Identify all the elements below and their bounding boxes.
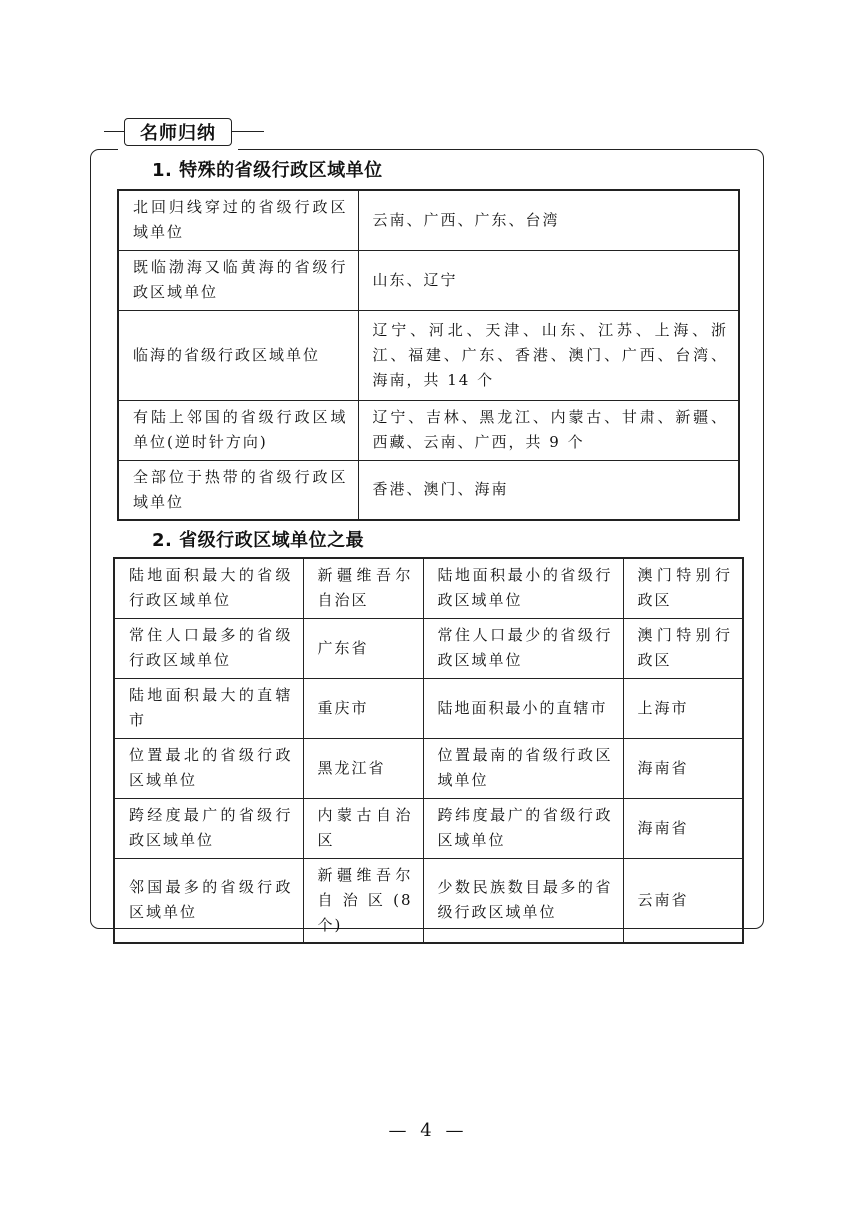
superlative-value-cell: 云南省 <box>623 858 743 943</box>
superlative-label-cell: 邻国最多的省级行政区域单位 <box>114 858 303 943</box>
superlative-label-cell: 跨纬度最广的省级行政区域单位 <box>423 798 623 858</box>
superlative-label-cell: 少数民族数目最多的省级行政区域单位 <box>423 858 623 943</box>
superlative-value-cell: 新疆维吾尔自治区(8个) <box>303 858 423 943</box>
label-line-right <box>232 131 264 132</box>
table-row <box>114 678 743 738</box>
superlative-value-cell: 重庆市 <box>303 678 423 738</box>
value-cell: 云南、广西、广东、台湾 <box>358 190 739 250</box>
table-row <box>114 798 743 858</box>
table-row <box>114 618 743 678</box>
superlative-label-cell: 跨经度最广的省级行政区域单位 <box>114 798 303 858</box>
table-row <box>118 310 739 400</box>
category-cell: 有陆上邻国的省级行政区域单位(逆时针方向) <box>118 400 358 460</box>
page-number: — 4 — <box>388 1120 468 1141</box>
superlative-label-cell: 陆地面积最小的省级行政区域单位 <box>423 558 623 618</box>
superlative-value-cell: 广东省 <box>303 618 423 678</box>
superlative-label-cell: 位置最南的省级行政区域单位 <box>423 738 623 798</box>
table-row <box>114 738 743 798</box>
superlative-label-cell: 陆地面积最小的直辖市 <box>423 678 623 738</box>
category-cell: 临海的省级行政区域单位 <box>118 310 358 400</box>
superlative-label-cell: 位置最北的省级行政区域单位 <box>114 738 303 798</box>
table-row <box>118 250 739 310</box>
superlative-value-cell: 内蒙古自治区 <box>303 798 423 858</box>
superlative-value-cell: 澳门特别行政区 <box>623 558 743 618</box>
value-cell: 香港、澳门、海南 <box>358 460 739 520</box>
box-label: 名师归纳 <box>124 118 232 146</box>
label-line-left <box>104 131 124 132</box>
section2-title: 2. 省级行政区域单位之最 <box>152 530 365 551</box>
superlative-value-cell: 海南省 <box>623 738 743 798</box>
value-cell: 辽宁、吉林、黑龙江、内蒙古、甘肃、新疆、西藏、云南、广西，共 9 个 <box>358 400 739 460</box>
superlative-label-cell: 陆地面积最大的直辖市 <box>114 678 303 738</box>
special-units-table <box>117 189 740 521</box>
superlative-value-cell: 黑龙江省 <box>303 738 423 798</box>
table-row <box>118 400 739 460</box>
superlatives-table <box>113 557 744 944</box>
table-row <box>114 558 743 618</box>
value-cell: 山东、辽宁 <box>358 250 739 310</box>
superlative-label-cell: 常住人口最少的省级行政区域单位 <box>423 618 623 678</box>
value-cell: 辽宁、河北、天津、山东、江苏、上海、浙江、福建、广东、香港、澳门、广西、台湾、海南，共 14 个 <box>358 310 739 400</box>
category-cell: 全部位于热带的省级行政区域单位 <box>118 460 358 520</box>
superlative-value-cell: 新疆维吾尔自治区 <box>303 558 423 618</box>
superlative-value-cell: 海南省 <box>623 798 743 858</box>
category-cell: 北回归线穿过的省级行政区域单位 <box>118 190 358 250</box>
section1-title: 1. 特殊的省级行政区域单位 <box>152 160 383 181</box>
superlative-label-cell: 常住人口最多的省级行政区域单位 <box>114 618 303 678</box>
table-row <box>118 190 739 250</box>
superlative-value-cell: 澳门特别行政区 <box>623 618 743 678</box>
superlative-value-cell: 上海市 <box>623 678 743 738</box>
superlative-label-cell: 陆地面积最大的省级行政区域单位 <box>114 558 303 618</box>
table-row <box>114 858 743 943</box>
category-cell: 既临渤海又临黄海的省级行政区域单位 <box>118 250 358 310</box>
table-row <box>118 460 739 520</box>
